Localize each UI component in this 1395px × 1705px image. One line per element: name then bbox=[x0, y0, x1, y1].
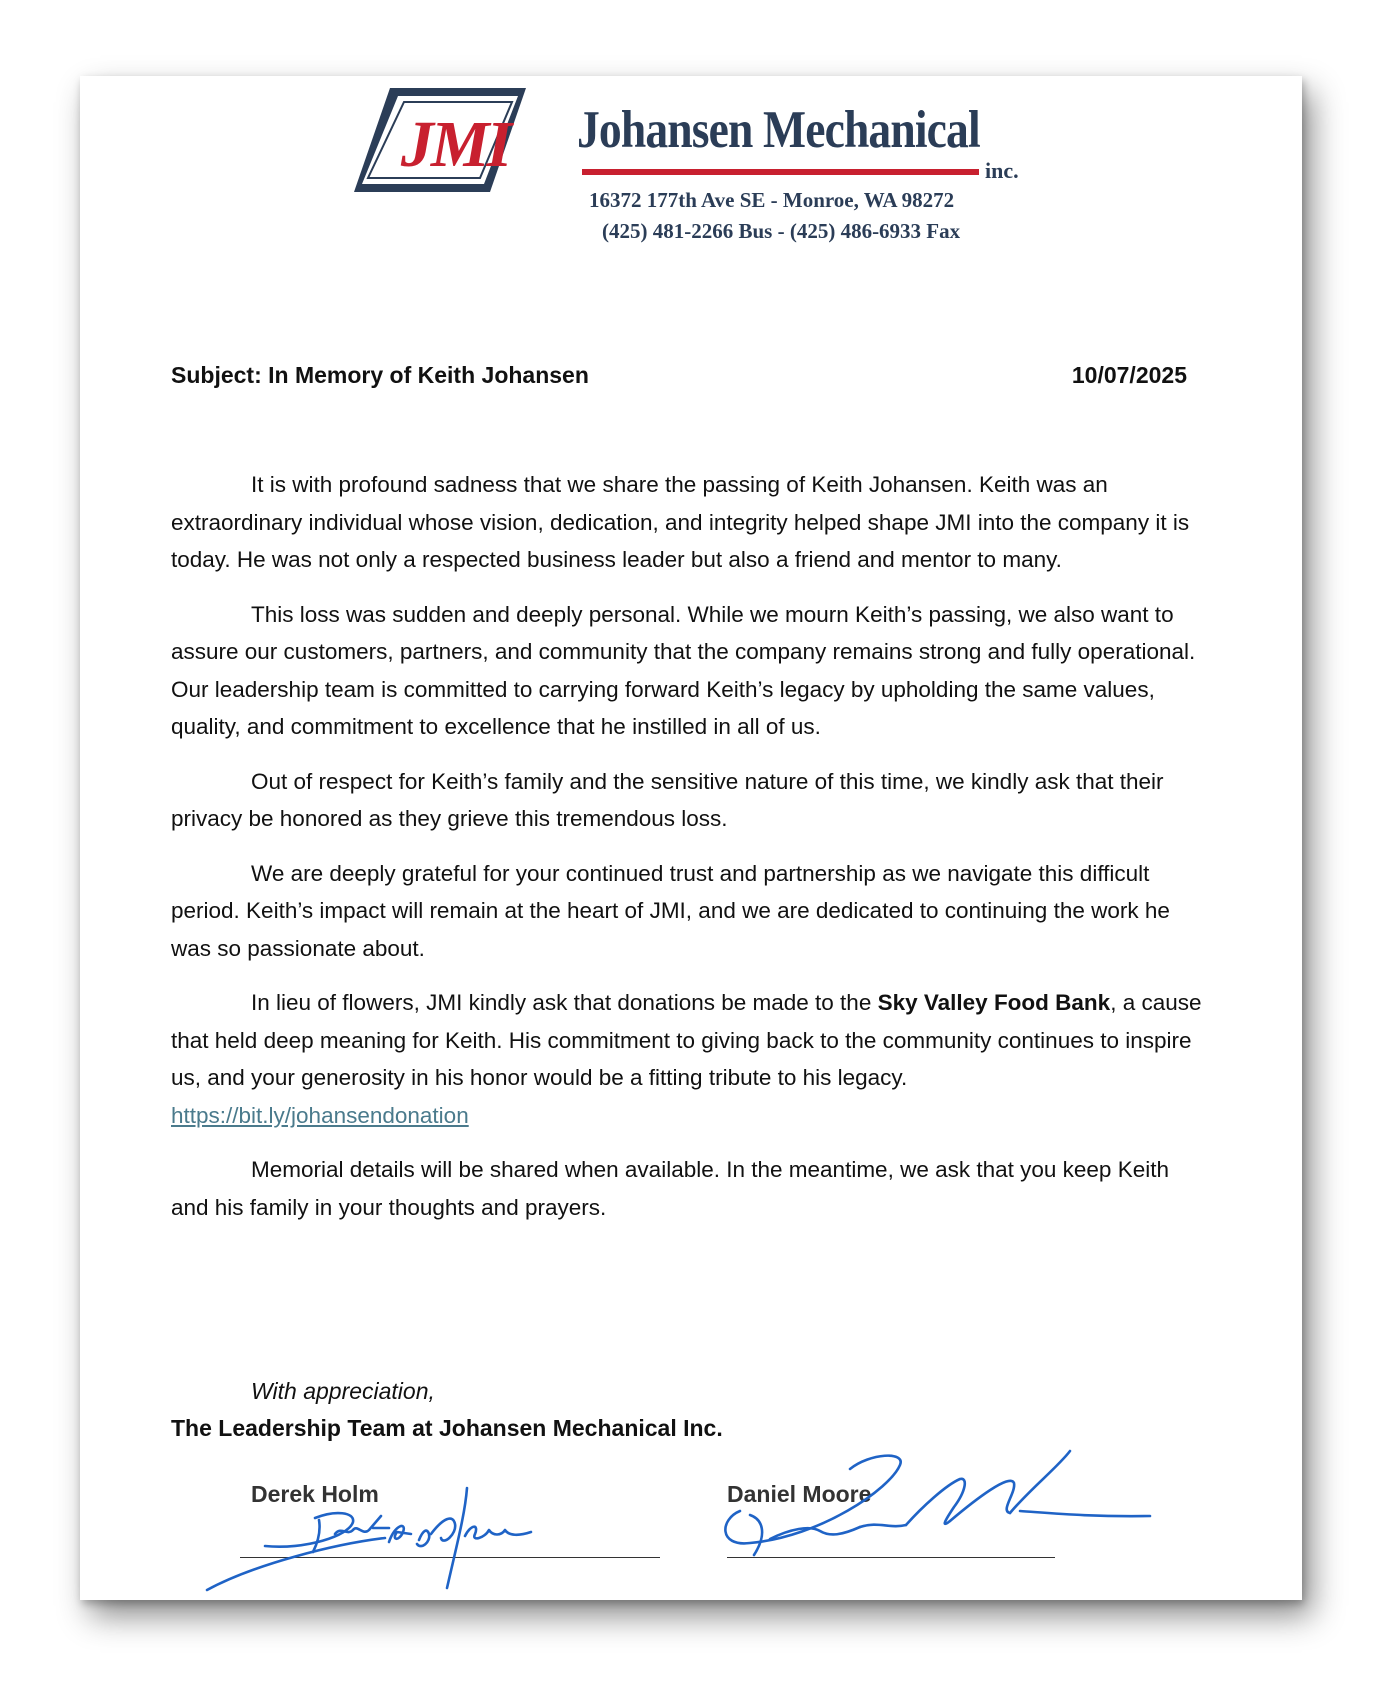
body-paragraph-5 bbox=[171, 984, 1211, 1134]
letter-page bbox=[80, 76, 1302, 1600]
company-name: Johansen Mechanical bbox=[577, 101, 980, 159]
subject-line: Subject: In Memory of Keith Johansen bbox=[171, 362, 589, 388]
logo-text: JMI bbox=[400, 108, 510, 181]
letter-date: 10/07/2025 bbox=[1071, 362, 1187, 388]
body-paragraph-3: Out of respect for Keith’s family and the sensitive nature of this time, we kindly ask that their privacy be honored as they grieve this tremendous loss. bbox=[171, 768, 1164, 831]
donation-text: , a cause that held deep meaning for Keith. His commitment to giving back to the community continues to inspire us, and your generosity in his honor would be a fitting tribute to his legacy. bbox=[171, 990, 1202, 1090]
donation-link[interactable]: https://bit.ly/johansendonation bbox=[171, 1102, 469, 1128]
food-bank-name: Sky Valley Food Bank bbox=[877, 990, 1111, 1015]
body-paragraph-2: This loss was sudden and deeply personal. While we mourn Keith’s passing, we also want to assure our customers, partners, and community that the company remains strong and fully operational. Our leadership team is committed to carrying forward Keith’s legacy by upholding the same values, quality, and commitment to excellence that he instilled in all of us. bbox=[171, 601, 1196, 739]
signature-daniel-icon bbox=[710, 1449, 1170, 1564]
signature-derek-icon bbox=[185, 1484, 585, 1592]
donation-intro: In lieu of flowers, JMI kindly ask that donations be made to the bbox=[251, 990, 878, 1015]
company-suffix: inc. bbox=[985, 158, 1019, 183]
signoff-line: The Leadership Team at Johansen Mechanical Inc. bbox=[171, 1415, 723, 1441]
signer-name-daniel: Daniel Moore bbox=[727, 1481, 872, 1507]
body-paragraph-4: We are deeply grateful for your continued trust and partnership as we navigate this difficult period. Keith’s impact will remain at the heart of JMI, and we are dedicated to continuing the work he was so passionate about. bbox=[171, 860, 1170, 961]
closing-line: With appreciation, bbox=[251, 1378, 435, 1404]
body-paragraph-1: It is with profound sadness that we share the passing of Keith Johansen. Keith was an extraordinary individual whose vision, dedication, and integrity helped shape JMI into the company it is today. He was not only a respected business leader but also a friend and mentor to many. bbox=[171, 472, 1190, 572]
company-address: 16372 177th Ave SE - Monroe, WA 98272 bbox=[589, 188, 955, 212]
letter-body bbox=[171, 466, 1211, 1243]
letterhead-divider bbox=[582, 169, 979, 175]
company-phone-fax: (425) 481-2266 Bus - (425) 486-6933 Fax bbox=[602, 219, 961, 243]
signer-name-derek: Derek Holm bbox=[251, 1481, 379, 1507]
body-paragraph-6: Memorial details will be shared when available. In the meantime, we ask that you keep Keith and his family in your thoughts and prayers. bbox=[171, 1157, 1169, 1220]
